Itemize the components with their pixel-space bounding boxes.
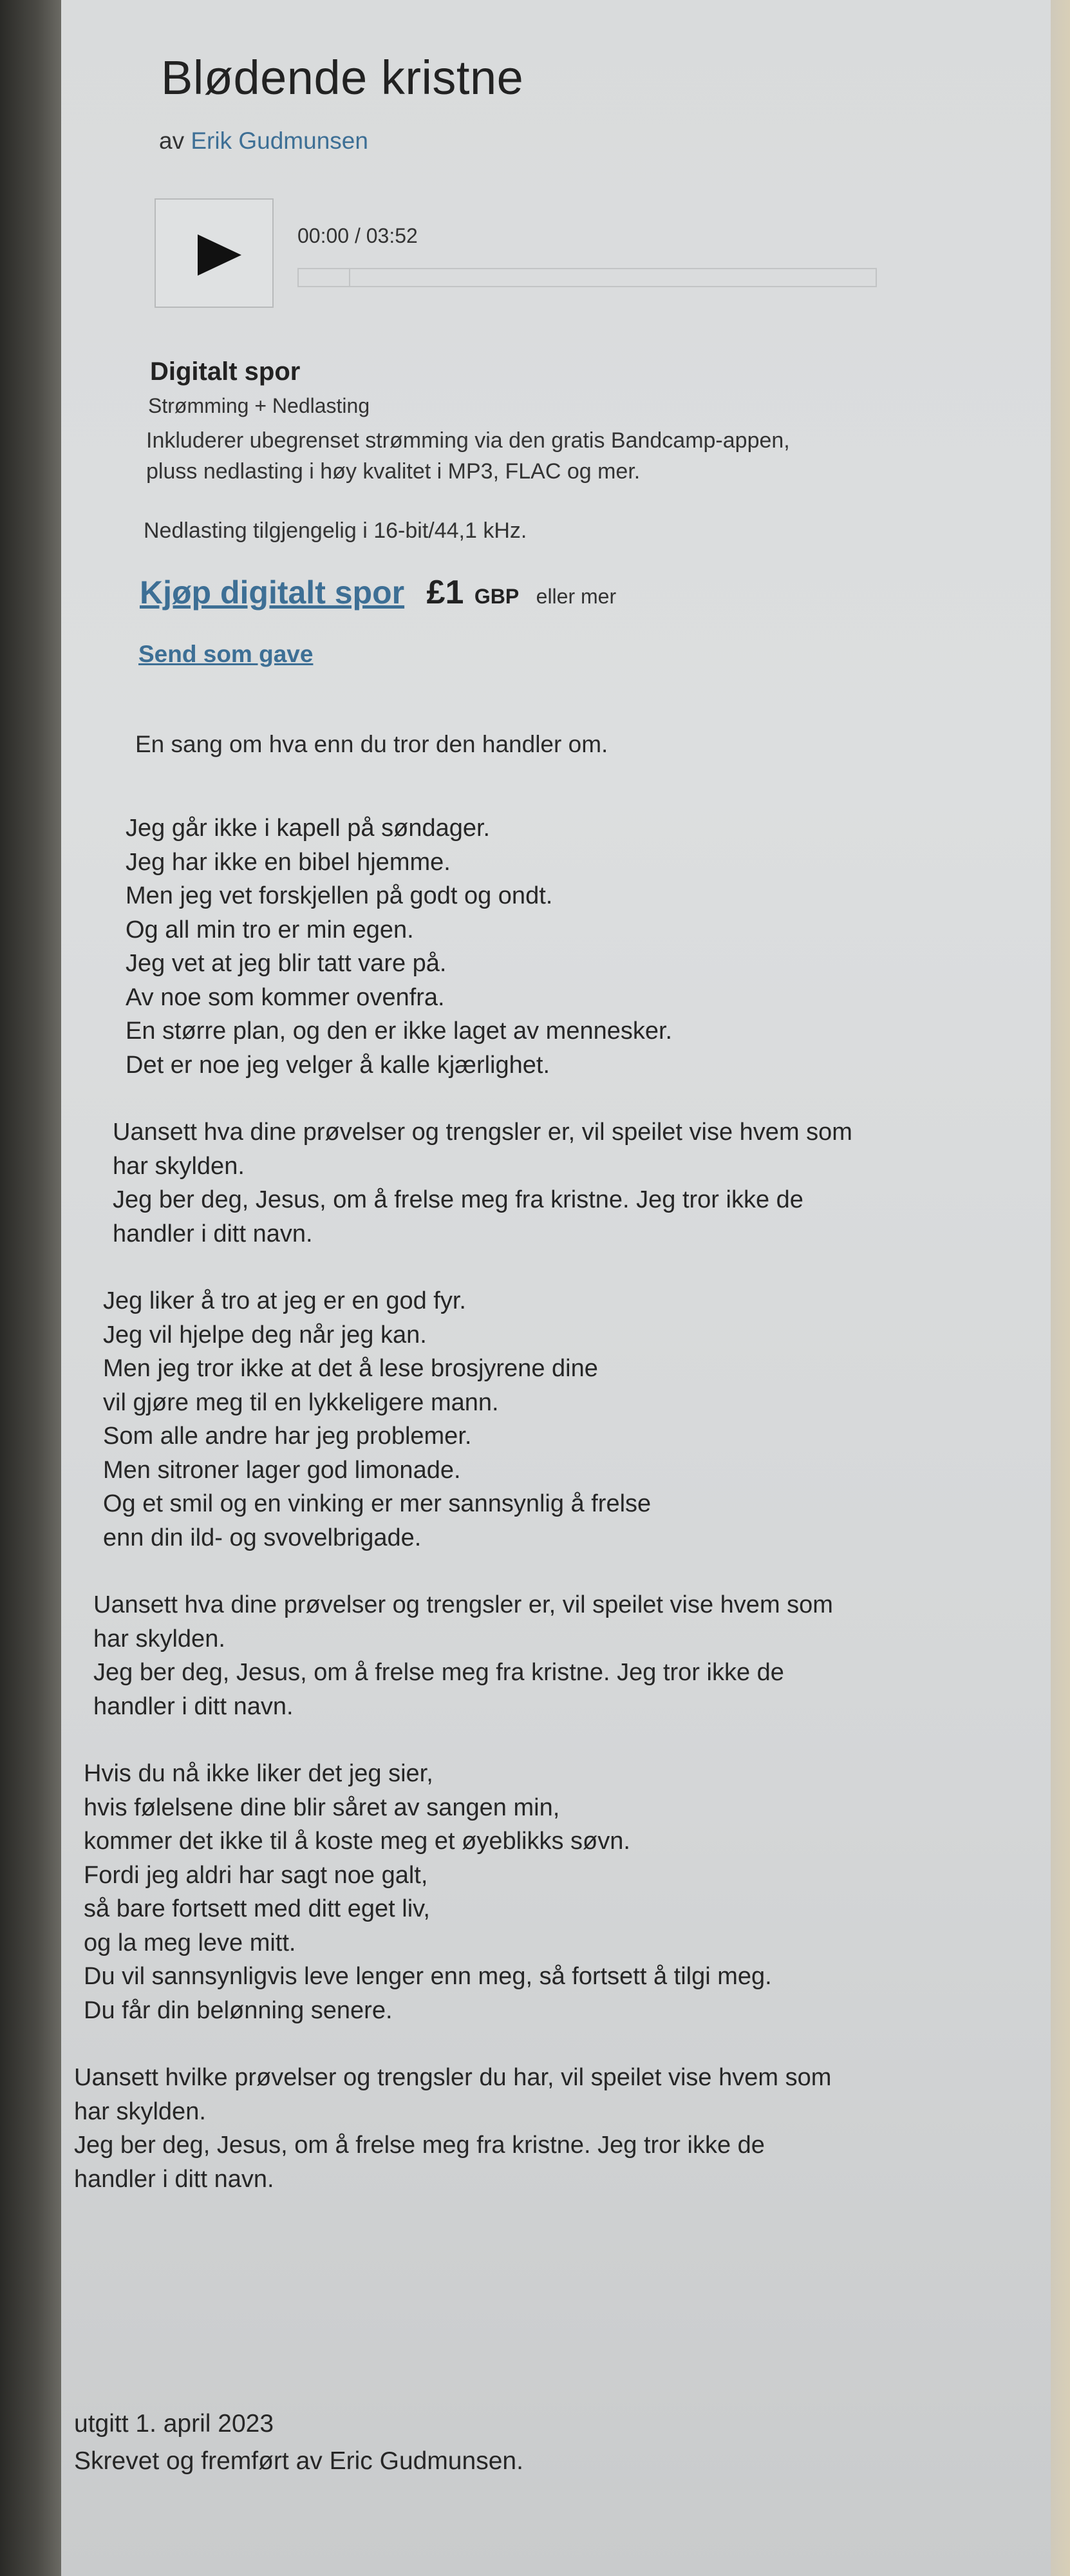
digital-track-heading: Digitalt spor xyxy=(150,357,301,386)
lyrics-line: Jeg liker å tro at jeg er en god fyr. xyxy=(103,1287,466,1314)
price: £1 xyxy=(426,574,464,611)
lyrics-line: Jeg går ikke i kapell på søndager. xyxy=(126,815,491,842)
lyrics-line: En større plan, og den er ikke laget av mennesker. xyxy=(126,1018,673,1045)
lyrics-line: Og et smil og en vinking er mer sannsynlig å frelse xyxy=(103,1490,652,1517)
lyrics-line: Du får din belønning senere. xyxy=(84,1996,393,2024)
lyrics-line: Uansett hva dine prøvelser og trengsler er, vil speilet vise hvem som xyxy=(93,1591,833,1618)
lyrics-line: Som alle andre har jeg problemer. xyxy=(103,1423,472,1450)
download-availability: Nedlasting tilgjengelig i 16-bit/44,1 kHz. xyxy=(144,518,527,543)
lyrics-line: Og all min tro er min egen. xyxy=(126,916,414,943)
lyrics-line: Uansett hvilke prøvelser og trengsler du har, vil speilet vise hvem som xyxy=(74,2064,832,2091)
lyrics-stanza xyxy=(103,1284,995,1555)
buy-row xyxy=(140,573,616,618)
description-line: Inkluderer ubegrenset strømming via den gratis Bandcamp-appen, xyxy=(146,428,790,453)
lyrics-line: Men jeg tror ikke at det å lese brosjyrene dine xyxy=(103,1355,598,1382)
buy-digital-track-link[interactable]: Kjøp digitalt spor xyxy=(140,574,405,611)
progress-bar[interactable] xyxy=(297,268,877,287)
progress-handle[interactable] xyxy=(299,269,350,286)
send-as-gift-link[interactable]: Send som gave xyxy=(138,641,314,667)
lyrics-line: handler i ditt navn. xyxy=(113,1220,313,1247)
lyrics-line: Men sitroner lager god limonade. xyxy=(103,1456,461,1484)
lyrics-line: har skylden. xyxy=(113,1152,245,1180)
track-title: Blødende kristne xyxy=(161,51,524,104)
play-button[interactable] xyxy=(155,198,274,308)
currency: GBP xyxy=(474,585,520,608)
credits xyxy=(74,2405,523,2480)
lyrics-line: har skylden. xyxy=(93,1625,225,1653)
lyrics-line: kommer det ikke til å koste meg et øyeblikks søvn. xyxy=(84,1828,630,1855)
lyrics-line: Jeg ber deg, Jesus, om å frelse meg fra kristne. Jeg tror ikke de xyxy=(74,2132,765,2159)
lyrics-line: Jeg vil hjelpe deg når jeg kan. xyxy=(103,1321,427,1349)
lyrics-stanza xyxy=(126,811,995,1082)
purchase-description xyxy=(146,425,983,487)
lyrics-line: Hvis du nå ikke liker det jeg sier, xyxy=(84,1760,433,1787)
audio-player xyxy=(155,198,924,311)
lyrics-line: har skylden. xyxy=(74,2098,206,2125)
background-right-edge xyxy=(1051,0,1070,2576)
lyrics-stanza xyxy=(93,1588,995,1723)
release-date: utgitt 1. april 2023 xyxy=(74,2410,274,2438)
lyrics-line: handler i ditt navn. xyxy=(93,1692,294,1720)
lyrics-line: handler i ditt navn. xyxy=(74,2165,274,2193)
lyrics-line: så bare fortsett med ditt eget liv, xyxy=(84,1895,430,1922)
lyrics-line: Det er noe jeg velger å kalle kjærlighet. xyxy=(126,1051,550,1079)
lyrics-stanza xyxy=(84,1757,995,2027)
lyrics xyxy=(74,811,995,2230)
format-subheading: Strømming + Nedlasting xyxy=(148,394,370,417)
lyrics-line: Men jeg vet forskjellen på godt og ondt. xyxy=(126,882,553,909)
track-page xyxy=(61,0,1051,2576)
lyrics-line: hvis følelsene dine blir såret av sangen min, xyxy=(84,1794,560,1821)
lyrics-line: Av noe som kommer ovenfra. xyxy=(126,983,445,1011)
description-line: pluss nedlasting i høy kvalitet i MP3, FLAC og mer. xyxy=(146,459,641,484)
artist-link[interactable]: Erik Gudmunsen xyxy=(191,128,368,154)
lyrics-line: Jeg har ikke en bibel hjemme. xyxy=(126,848,451,876)
or-more-label: eller mer xyxy=(536,585,617,608)
lyrics-line: Fordi jeg aldri har sagt noe galt, xyxy=(84,1861,428,1889)
lyrics-stanza xyxy=(74,2061,995,2196)
lyrics-stanza xyxy=(113,1115,995,1251)
lyrics-line: Jeg ber deg, Jesus, om å frelse meg fra kristne. Jeg tror ikke de xyxy=(93,1659,784,1686)
play-icon xyxy=(198,234,241,276)
time-display: 00:00 / 03:52 xyxy=(297,224,418,247)
lyrics-line: Uansett hva dine prøvelser og trengsler er, vil speilet vise hvem som xyxy=(113,1119,852,1146)
byline xyxy=(159,128,368,155)
lyrics-line: Jeg vet at jeg blir tatt vare på. xyxy=(126,950,447,977)
lyrics-line: og la meg leve mitt. xyxy=(84,1929,296,1956)
lyrics-line: vil gjøre meg til en lykkeligere mann. xyxy=(103,1388,499,1416)
written-performed-credit: Skrevet og fremført av Eric Gudmunsen. xyxy=(74,2447,523,2475)
background-left-edge xyxy=(0,0,61,2576)
byline-prefix: av xyxy=(159,128,185,154)
lyrics-line: Jeg ber deg, Jesus, om å frelse meg fra kristne. Jeg tror ikke de xyxy=(113,1186,803,1213)
lyrics-line: Du vil sannsynligvis leve lenger enn meg, så fortsett å tilgi meg. xyxy=(84,1963,772,1990)
lyrics-line: enn din ild- og svovelbrigade. xyxy=(103,1524,422,1551)
track-about: En sang om hva enn du tror den handler om. xyxy=(135,731,608,757)
